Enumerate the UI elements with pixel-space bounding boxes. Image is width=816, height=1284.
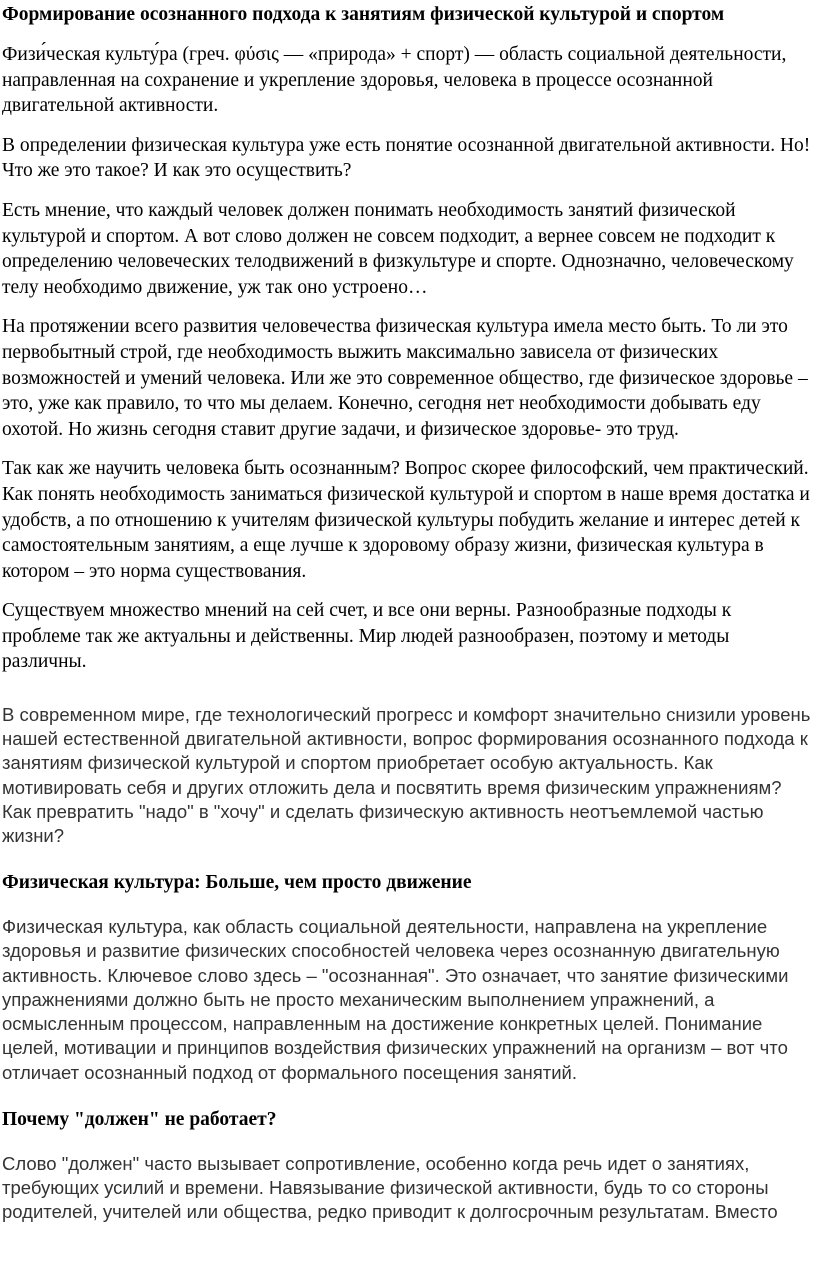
document-title: Формирование осознанного подхода к занятиям физической культурой и спортом — [2, 4, 725, 25]
paragraph-conscious-activity: В определении физическая культура уже есть понятие осознанной двигательной активности. Но! Что же это такое? И как это осуществить? — [2, 134, 811, 182]
section-heading-physical-culture: Физическая культура: Больше, чем просто движение — [2, 872, 472, 894]
paragraph-physical-culture: Физическая культура, как область социальной деятельности, направлена на укрепление здоровья и развитие физических способностей человека через осознанную двигательную активность. Ключевое слово здесь – "осознанная". Это означает, что занятие физическими упражнениями должно быть не просто механическим выполнением упражнений, а осмысленным процессом, направленным на достижение конкретных целей. Понимание целей, мотивации и принципов воздействия физических упражнений на организм – вот что отличает осознанный подход от формального посещения занятий. — [2, 916, 789, 1083]
paragraph-question: Так как же научить человека быть осознанным? Вопрос скорее философский, чем практический. Как понять необходимость заниматься физической культурой и спортом в наше время достатка и удобств, а по отношению к учителям физической культуры побудить желание и интерес детей к самостоятельным занятиям, а еще лучше к здоровому образу жизни, физическая культура в котором – это норма существования. — [2, 458, 810, 582]
paragraph-history: На протяжении всего развития человечества физическая культура имела место быть. То ли это первобытный строй, где необходимость выжить максимально зависела от физических возможностей и умений человека. Или же это современное общество, где физическое здоровье – это, уже как правило, то что мы делаем. Конечно, сегодня нет необходимости добывать еду охотой. Но жизнь сегодня ставит другие задачи, и физическое здоровье- это труд. — [2, 316, 808, 440]
paragraph-opinions: Существуем множество мнений на сей счет, и все они верны. Разнообразные подходы к проблеме так же актуальны и действенны. Мир людей разнообразен, поэтому и методы различны. — [2, 600, 732, 673]
section-heading-must: Почему "должен" не работает? — [2, 1108, 277, 1130]
paragraph-intro: В современном мире, где технологический прогресс и комфорт значительно снизили уровень нашей естественной двигательной активности, вопрос формирования осознанного подхода к занятиям физической культурой и спортом приобретает особую актуальность. Как мотивировать себя и других отложить дела и посвятить время физическим упражнениям? Как превратить "надо" в "хочу" и сделать физическую активность неотъемлемой частью жизни? — [2, 704, 811, 847]
paragraph-definition: Физи́ческая культу́ра (греч. φύσις — «природа» + спорт) — область социальной деятельности, направленная на сохранение и укрепление здоровья, человека в процессе осознанной двигательной активности. — [2, 44, 787, 117]
paragraph-opinion: Есть мнение, что каждый человек должен понимать необходимость занятий физической культурой и спортом. А вот слово должен не совсем подходит, а вернее совсем не подходит к определению человеческих телодвижений в физкультуре и спорте. Однозначно, человеческому телу необходимо движение, уж так оно устроено… — [2, 199, 794, 298]
paragraph-must: Слово "должен" часто вызывает сопротивление, особенно когда речь идет о занятиях, требующих усилий и времени. Навязывание физической активности, будь то со стороны родителей, учителей или общества, редко приводит к долгосрочным результатам. Вместо — [2, 1152, 778, 1223]
